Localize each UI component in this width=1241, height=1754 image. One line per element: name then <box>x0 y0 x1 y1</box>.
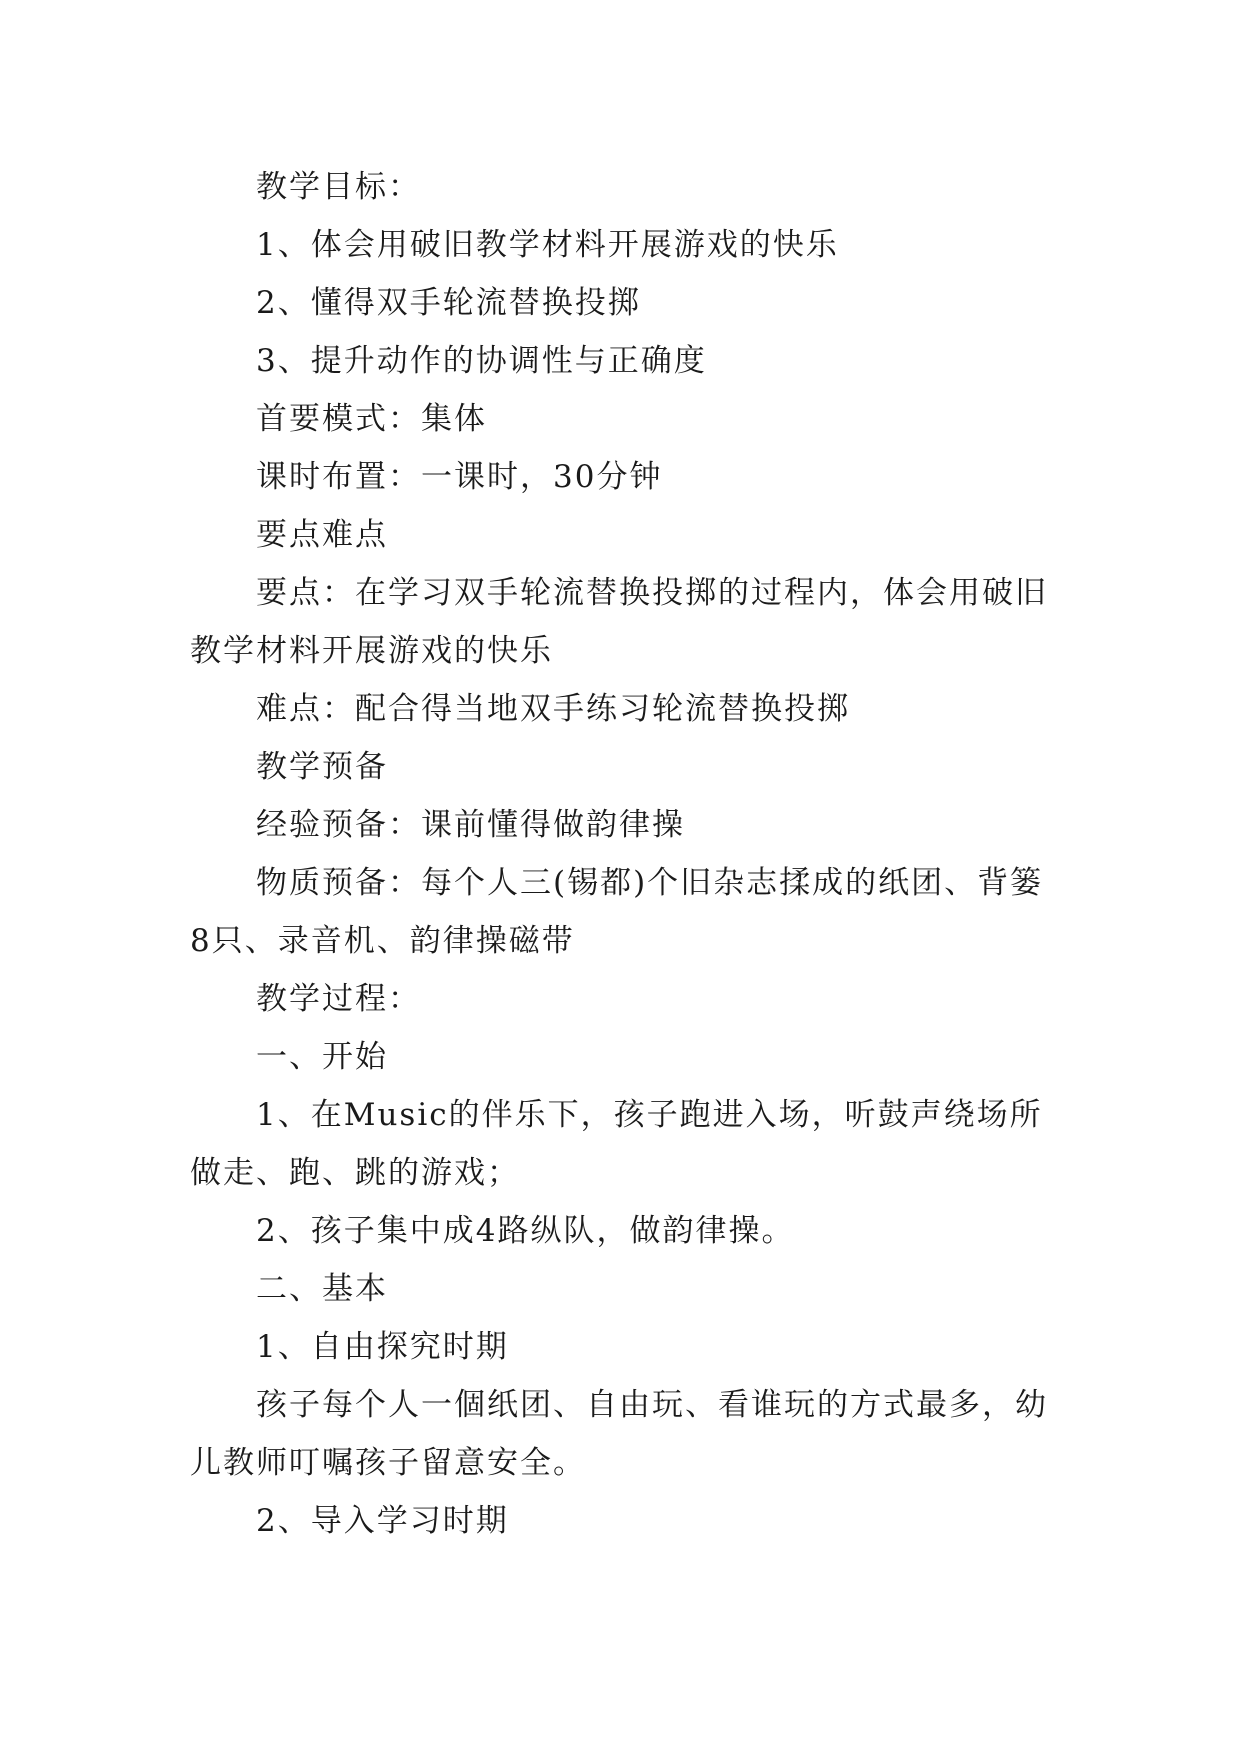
paragraph-lesson-time: 课时布置：一课时，30分钟 <box>256 459 663 495</box>
paragraph-process-heading: 教学过程： <box>256 981 421 1017</box>
paragraph-goal-1: 1、体会用破旧教学材料开展游戏的快乐 <box>256 227 839 263</box>
paragraph-goal-2: 2、懂得双手轮流替换投掷 <box>256 285 641 321</box>
paragraph-preparation-heading: 教学预备 <box>256 749 388 785</box>
paragraph-start-step-2: 2、孩子集中成4路纵队，做韵律操。 <box>256 1213 795 1249</box>
paragraph-teaching-goals-heading: 教学目标： <box>256 169 421 205</box>
document-body <box>190 158 1050 1550</box>
paragraph-goal-3: 3、提升动作的协调性与正确度 <box>256 343 707 379</box>
paragraph-section-basic: 二、基本 <box>256 1271 388 1307</box>
paragraph-start-step-1: 1、在Music的伴乐下，孩子跑进入场，听鼓声绕场所做走、跑、跳的游戏； <box>190 1097 1043 1191</box>
paragraph-difficulty: 难点：配合得当地双手练习轮流替换投掷 <box>256 691 850 727</box>
paragraph-basic-step-1: 1、自由探究时期 <box>256 1329 509 1365</box>
paragraph-experience-prep: 经验预备：课前懂得做韵律操 <box>256 807 685 843</box>
paragraph-key-difficulties-heading: 要点难点 <box>256 517 388 553</box>
paragraph-section-start: 一、开始 <box>256 1039 388 1075</box>
paragraph-key-point: 要点：在学习双手轮流替换投掷的过程内，体会用破旧教学材料开展游戏的快乐 <box>190 575 1048 669</box>
paragraph-primary-mode: 首要模式：集体 <box>256 401 487 437</box>
paragraph-basic-step-2: 2、导入学习时期 <box>256 1503 509 1539</box>
paragraph-free-exploration: 孩子每个人一個纸团、自由玩、看谁玩的方式最多，幼儿教师叮嘱孩子留意安全。 <box>190 1387 1048 1481</box>
paragraph-material-prep: 物质预备：每个人三(锡都)个旧杂志揉成的纸团、背篓8只、录音机、韵律操磁带 <box>190 865 1044 959</box>
